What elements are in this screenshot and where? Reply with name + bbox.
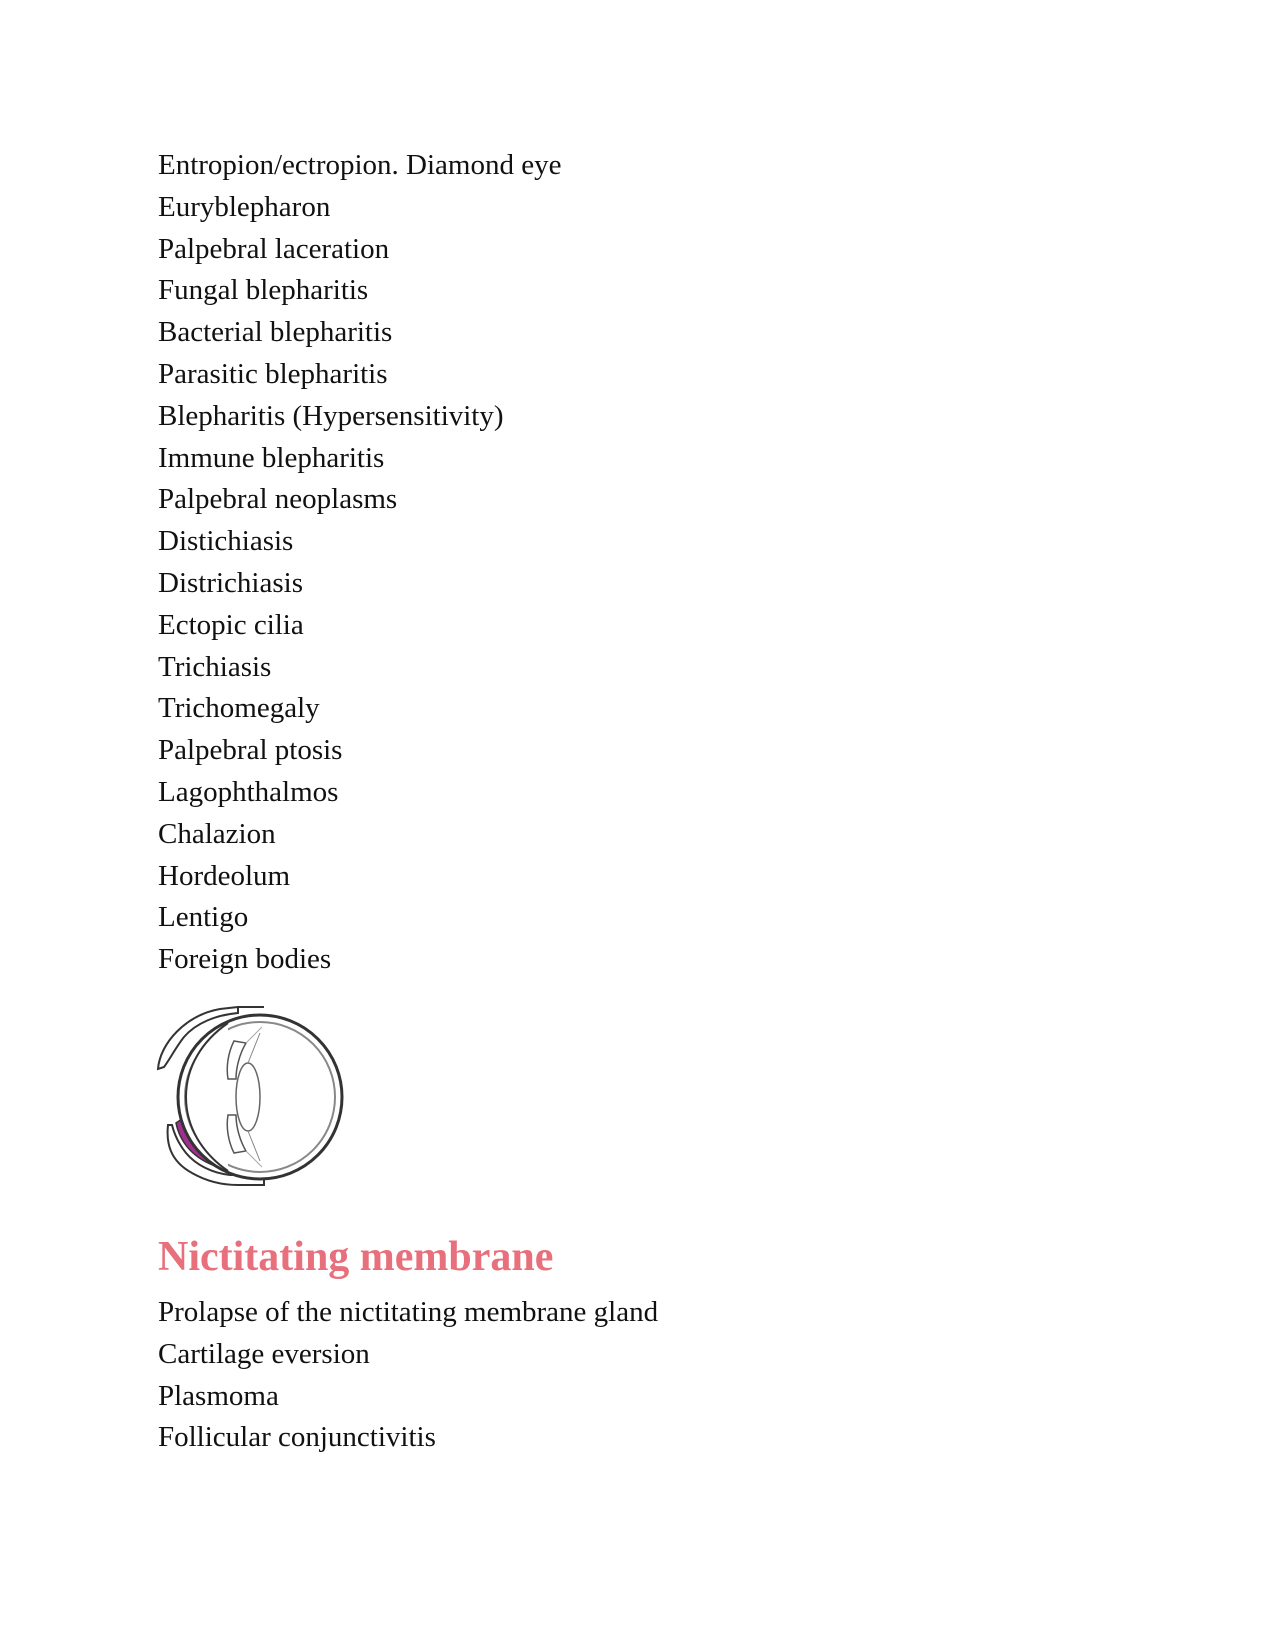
list-item: Blepharitis (Hypersensitivity): [158, 399, 504, 432]
list-item: Distichiasis: [158, 525, 294, 558]
list-item: Parasitic blepharitis: [158, 357, 388, 390]
list-item: Lagophthalmos: [158, 775, 339, 808]
list-item: Ectopic cilia: [158, 608, 304, 641]
list-item: Hordeolum: [158, 859, 291, 892]
list-item: Fungal blepharitis: [158, 274, 369, 307]
nictitating-membrane-conditions-list: [158, 1292, 658, 1459]
list-item: Entropion/ectropion. Diamond eye: [158, 149, 562, 181]
list-item: Bacterial blepharitis: [158, 316, 393, 349]
list-item: Immune blepharitis: [158, 441, 385, 474]
lens: [236, 1063, 260, 1131]
list-item: Foreign bodies: [158, 943, 332, 976]
eyelid-conditions-list: [158, 145, 561, 981]
list-item: Cartilage eversion: [158, 1337, 370, 1370]
list-item: Chalazion: [158, 817, 276, 850]
list-item: Lentigo: [158, 901, 249, 934]
list-item: Follicular conjunctivitis: [158, 1421, 436, 1454]
section-heading-nictitating-membrane: Nictitating membrane: [158, 1234, 554, 1280]
eye-cross-section-diagram: [156, 1003, 348, 1187]
list-item: Palpebral neoplasms: [158, 483, 398, 516]
list-item: Districhiasis: [158, 566, 303, 599]
list-item: Palpebral ptosis: [158, 734, 343, 767]
list-item: Trichiasis: [158, 650, 272, 683]
list-item: Plasmoma: [158, 1379, 279, 1412]
list-item: Euryblepharon: [158, 190, 331, 223]
list-item: Palpebral laceration: [158, 232, 390, 265]
list-item: Trichomegaly: [158, 692, 320, 725]
list-item: Prolapse of the nictitating membrane gland: [158, 1296, 659, 1328]
